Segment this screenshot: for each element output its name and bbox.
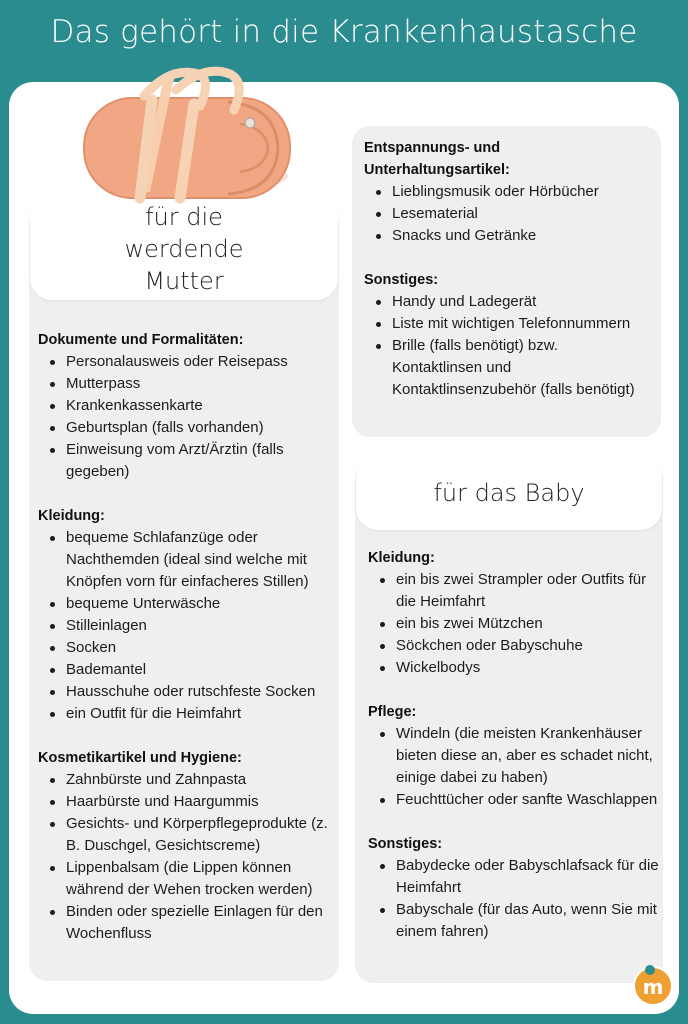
clothing-list xyxy=(38,527,338,725)
section-title: Entspannungs- und Unterhaltungsartikel: xyxy=(364,140,510,178)
section-misc xyxy=(364,269,659,401)
logo-letter: m xyxy=(642,975,664,999)
baby-heading-card xyxy=(356,456,662,530)
section-title: Kleidung: xyxy=(38,508,105,524)
list-item: ein Outfit für die Heimfahrt xyxy=(38,703,338,725)
list-item: Binden oder spezielle Einlagen für den Wochenfluss xyxy=(38,901,338,945)
section-title: Sonstiges: xyxy=(368,836,443,852)
section-title: Pflege: xyxy=(368,704,417,720)
section-title: Dokumente und Formalitäten: xyxy=(38,332,244,348)
list-item: Lippenbalsam (die Lippen können während der Wehen trocken werden) xyxy=(38,857,338,901)
list-item: Söckchen oder Babyschuhe xyxy=(368,635,660,657)
mother-heading-card xyxy=(30,198,338,300)
list-item: Feuchttücher oder sanfte Waschlappen xyxy=(368,789,660,811)
list-item: bequeme Schlafanzüge oder Nachthemden (ideal sind welche mit Knöpfen vorn für einfacheres Stillen) xyxy=(38,527,338,593)
list-item: Stilleinlagen xyxy=(38,615,338,637)
section-baby-misc xyxy=(368,833,660,943)
section-cosmetics xyxy=(38,747,338,945)
list-item: Personalausweis oder Reisepass xyxy=(38,351,338,373)
list-item: Zahnbürste und Zahnpasta xyxy=(38,769,338,791)
cosmetics-list xyxy=(38,769,338,945)
list-item: Babyschale (für das Auto, wenn Sie mit einem fahren) xyxy=(368,899,660,943)
list-item: Haarbürste und Haargummis xyxy=(38,791,338,813)
list-item: Lesematerial xyxy=(364,203,659,225)
section-title: Kleidung: xyxy=(368,550,435,566)
section-documents xyxy=(38,329,338,483)
list-item: Geburtsplan (falls vorhanden) xyxy=(38,417,338,439)
list-item: Handy und Ladegerät xyxy=(364,291,659,313)
brand-logo-icon xyxy=(631,962,675,1006)
list-item: Mutterpass xyxy=(38,373,338,395)
list-item: Liste mit wichtigen Telefonnummern xyxy=(364,313,659,335)
hospital-bag-icon xyxy=(80,66,295,206)
baby-heading: für das Baby xyxy=(433,479,585,507)
section-care xyxy=(368,701,660,811)
page-title: Das gehört in die Krankenhaustasche xyxy=(50,14,638,50)
list-item: Brille (falls benötigt) bzw. Kontaktlinsen und Kontaktlinsenzubehör (falls benötigt) xyxy=(364,335,636,401)
list-item: ein bis zwei Strampler oder Outfits für die Heimfahrt xyxy=(368,569,660,613)
section-clothing xyxy=(38,505,338,725)
section-title: Kosmetikartikel und Hygiene: xyxy=(38,750,242,766)
list-item: bequeme Unterwäsche xyxy=(38,593,338,615)
entertainment-list xyxy=(364,181,659,247)
list-item: ein bis zwei Mützchen xyxy=(368,613,660,635)
baby-misc-list xyxy=(368,855,660,943)
list-item: Wickelbodys xyxy=(368,657,660,679)
list-item: Windeln (die meisten Krankenhäuser bieten diese an, aber es schadet nicht, einige dabei zu haben) xyxy=(368,723,660,789)
list-item: Babydecke oder Babyschlafsack für die Heimfahrt xyxy=(368,855,660,899)
list-item: Socken xyxy=(38,637,338,659)
misc-list xyxy=(364,291,659,401)
list-item: Bademantel xyxy=(38,659,338,681)
care-list xyxy=(368,723,660,811)
documents-list xyxy=(38,351,338,483)
extras-sections xyxy=(364,137,659,401)
section-entertainment xyxy=(364,137,659,247)
section-title: Sonstiges: xyxy=(364,272,439,288)
mother-heading: für die werdende Mutter xyxy=(124,203,244,295)
section-baby-clothing xyxy=(368,547,660,679)
list-item: Snacks und Getränke xyxy=(364,225,659,247)
mother-sections xyxy=(38,329,338,945)
list-item: Lieblingsmusik oder Hörbücher xyxy=(364,181,659,203)
baby-sections xyxy=(368,547,660,943)
list-item: Krankenkassenkarte xyxy=(38,395,338,417)
list-item: Gesichts- und Körperpflegeprodukte (z. B. Duschgel, Gesichtscreme) xyxy=(38,813,338,857)
list-item: Hausschuhe oder rutschfeste Socken xyxy=(38,681,338,703)
baby-clothing-list xyxy=(368,569,660,679)
list-item: Einweisung vom Arzt/Ärztin (falls gegeben) xyxy=(38,439,338,483)
